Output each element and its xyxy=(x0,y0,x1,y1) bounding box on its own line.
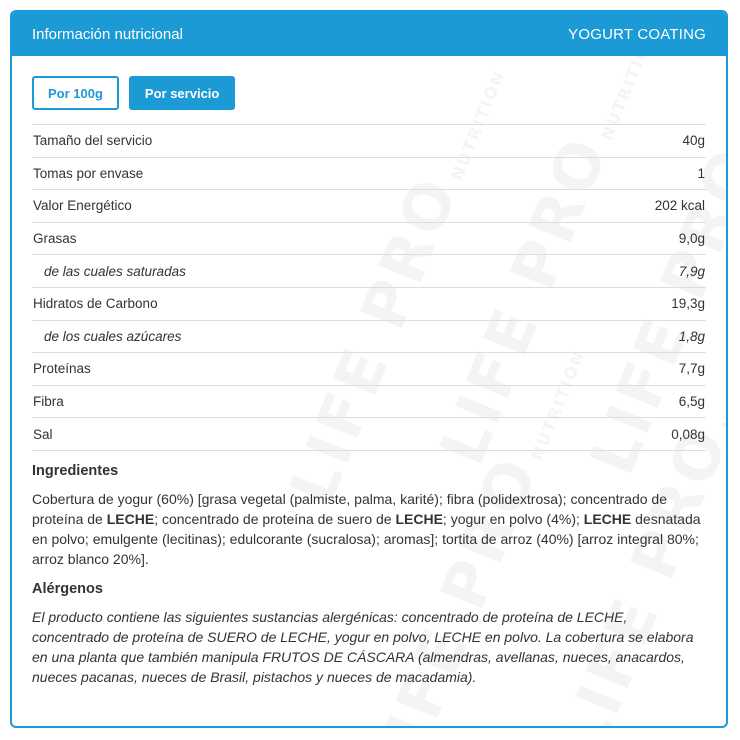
tab-per-100g[interactable]: Por 100g xyxy=(32,76,119,110)
nutrient-value: 9,0g xyxy=(678,231,705,247)
nutrition-panel xyxy=(10,10,728,728)
nutrient-label: Sal xyxy=(33,426,53,442)
nutrient-label: Fibra xyxy=(33,394,64,410)
table-row xyxy=(32,418,706,451)
nutrient-value: 1,8g xyxy=(678,328,705,344)
table-row xyxy=(32,321,706,354)
tab-per-serving[interactable]: Por servicio xyxy=(129,76,235,110)
nutrient-value: 19,3g xyxy=(671,296,705,312)
table-row xyxy=(32,125,706,158)
nutrient-label: Tamaño del servicio xyxy=(33,133,153,149)
nutrient-value: 40g xyxy=(682,133,705,149)
nutrient-label: Valor Energético xyxy=(33,198,132,214)
nutrient-value: 1 xyxy=(697,165,705,181)
table-row xyxy=(32,223,706,256)
table-row xyxy=(32,288,706,321)
panel-content xyxy=(12,56,726,687)
nutrient-label: Proteínas xyxy=(33,361,91,377)
ingredients-title: Ingredientes xyxy=(32,462,119,479)
product-name: YOGURT COATING xyxy=(568,25,706,43)
nutrient-value: 0,08g xyxy=(671,426,705,442)
nutrient-value: 202 kcal xyxy=(654,198,705,214)
nutrition-table xyxy=(32,124,706,451)
allergens-text: El producto contiene las siguientes sustancias alergénicas: concentrado de proteína de LECHE, concentrado de proteína de SUERO de LECHE, yogur en polvo, LECHE en polvo. La cobertura se elabora en una planta que también manipula FRUTOS DE CÁSCARA (almendras, avellanas, nueces, anacardos, nueces pacanas, nueces de Brasil, pistachos y nueces de macadamia). xyxy=(32,608,694,685)
ingredients-text: Cobertura de yogur (60%) [grasa vegetal (palmiste, palma, karité); fibra (polidextrosa); concentrado de proteína de LECHE; concentrado de proteína de suero de LECHE; yogur en polvo (4%); LECHE desnatada en polvo; emulgente (lecitinas); edulcorante (sucralosa); aromas]; tortita de arroz (40%) [arroz integral 80%; arroz blanco 20%]. xyxy=(32,490,701,567)
nutrient-value: 7,7g xyxy=(678,361,705,377)
nutrient-value: 6,5g xyxy=(678,394,705,410)
nutrient-label: Grasas xyxy=(33,231,77,247)
nutrient-label: de las cuales saturadas xyxy=(44,263,186,279)
nutrient-value: 7,9g xyxy=(678,263,705,279)
serving-tabs xyxy=(32,76,706,110)
panel-title: Información nutricional xyxy=(32,25,183,43)
nutrient-label: de los cuales azúcares xyxy=(44,328,182,344)
nutrient-label: Hidratos de Carbono xyxy=(33,296,158,312)
table-row xyxy=(32,255,706,288)
table-row xyxy=(32,190,706,223)
nutrient-label: Tomas por envase xyxy=(33,165,144,181)
allergens-title: Alérgenos xyxy=(32,580,103,597)
table-row xyxy=(32,158,706,191)
panel-header xyxy=(12,12,726,56)
table-row xyxy=(32,386,706,419)
table-row xyxy=(32,353,706,386)
